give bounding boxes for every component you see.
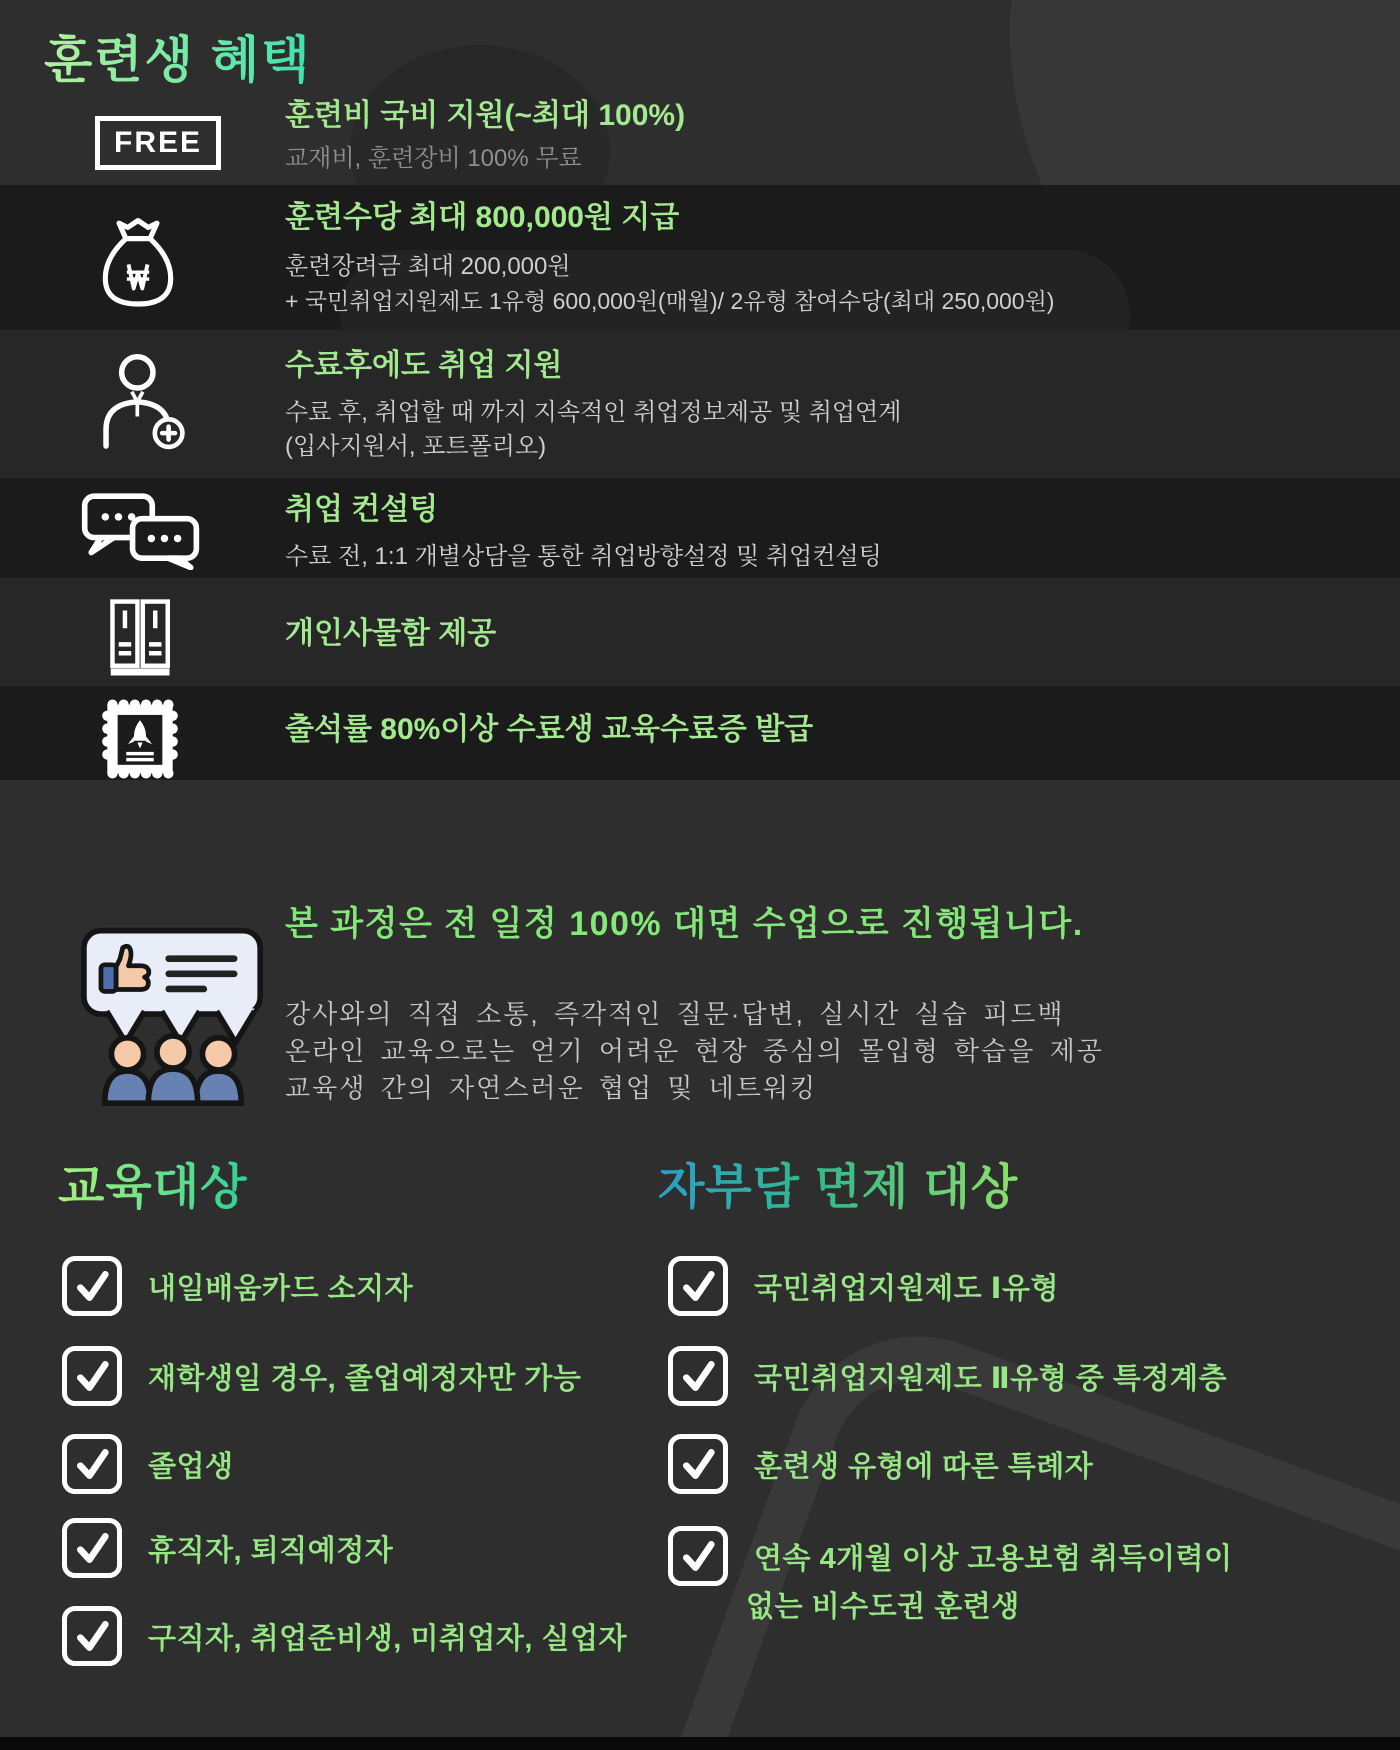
benefit-title: 수료후에도 취업 지원 [285, 349, 563, 382]
checkbox-checked-icon [668, 1526, 728, 1586]
education-item [62, 1434, 234, 1494]
benefit-tuition [285, 98, 685, 174]
free-badge: FREE [95, 116, 221, 170]
notice-line: 강사와의 직접 소통, 즉각적인 질문·답변, 실시간 실습 피드백 [285, 999, 1065, 1029]
checkbox-checked-icon [62, 1434, 122, 1494]
band-row-locker [0, 578, 1400, 686]
education-target-heading: 교육대상 [58, 1148, 247, 1217]
exemption-item [668, 1526, 1233, 1586]
checkbox-checked-icon [668, 1256, 728, 1316]
education-item-label: 내일배움카드 소지자 [148, 1272, 414, 1305]
offline-notice-paragraph [285, 996, 1104, 1107]
checkbox-checked-icon [62, 1518, 122, 1578]
education-item [62, 1606, 627, 1666]
checkbox-checked-icon [62, 1346, 122, 1406]
bottom-black-bar [0, 1737, 1400, 1750]
benefit-subtext: + 국민취업지원제도 1유형 600,000원(매월)/ 2유형 참여수당(최대 250,000원) [285, 288, 1055, 314]
benefit-subtext: 교재비, 훈련장비 100% 무료 [285, 145, 582, 172]
benefit-subtext: 수료 전, 1:1 개별상담을 통한 취업방향설정 및 취업컨설팅 [285, 543, 882, 570]
education-item-label: 휴직자, 퇴직예정자 [148, 1534, 394, 1567]
certificate-stamp-icon [100, 696, 180, 787]
checkbox-checked-icon [62, 1256, 122, 1316]
locker-icon [103, 598, 179, 685]
education-item-label: 졸업생 [148, 1450, 234, 1483]
benefit-subtext: 수료 후, 취업할 때 까지 지속적인 취업정보제공 및 취업연계 [285, 399, 902, 426]
exemption-target-heading: 자부담 면제 대상 [658, 1148, 1018, 1217]
exemption-item-label: 국민취업지원제도 Ⅱ유형 중 특정계층 [754, 1362, 1227, 1395]
education-item [62, 1518, 393, 1578]
benefit-certificate [285, 712, 813, 748]
offline-notice-title: 본 과정은 전 일정 100% 대면 수업으로 진행됩니다. [285, 905, 1084, 943]
benefit-subtext: (입사지원서, 포트폴리오) [285, 433, 547, 460]
page-title: 훈련생 혜택 [44, 20, 311, 92]
education-item [62, 1256, 413, 1316]
notice-line: 교육생 간의 자연스러운 협업 및 네트워킹 [285, 1073, 818, 1103]
benefit-title: 개인사물함 제공 [285, 617, 497, 650]
education-item-label: 재학생일 경우, 졸업예정자만 가능 [148, 1362, 582, 1395]
benefit-title: 훈련수당 최대 800,000원 지급 [285, 201, 680, 234]
consulting-chat-icon [80, 490, 202, 575]
benefit-job-support [285, 348, 901, 462]
benefit-locker [285, 616, 496, 652]
exemption-item [668, 1256, 1059, 1316]
benefit-subtext: 훈련장려금 최대 200,000원 [285, 253, 571, 280]
exemption-item-label: 연속 4개월 이상 고용보험 취득이력이 [754, 1542, 1233, 1575]
benefit-title: 취업 컨설팅 [285, 493, 439, 526]
exemption-item-label: 훈련생 유형에 따른 특례자 [754, 1450, 1094, 1483]
checkbox-checked-icon [668, 1346, 728, 1406]
job-support-person-icon [95, 348, 187, 457]
exemption-item [668, 1346, 1227, 1406]
benefit-consulting [285, 492, 882, 572]
money-bag-icon [95, 212, 181, 315]
checkbox-checked-icon [62, 1606, 122, 1666]
exemption-item [668, 1434, 1093, 1494]
notice-line: 온라인 교육으로는 얻기 어려운 현장 중심의 몰입형 학습을 제공 [285, 1036, 1104, 1066]
checkbox-checked-icon [668, 1434, 728, 1494]
education-item [62, 1346, 581, 1406]
benefit-allowance [285, 200, 1054, 316]
meeting-feedback-icon [78, 925, 268, 1112]
exemption-item-label-line2: 없는 비수도권 훈련생 [746, 1591, 1020, 1623]
benefit-title: 훈련비 국비 지원(~최대 100%) [285, 99, 686, 132]
education-item-label: 구직자, 취업준비생, 미취업자, 실업자 [148, 1622, 628, 1655]
benefit-title: 출석률 80%이상 수료생 교육수료증 발급 [285, 713, 814, 746]
exemption-item-label: 국민취업지원제도 Ⅰ유형 [754, 1272, 1059, 1305]
